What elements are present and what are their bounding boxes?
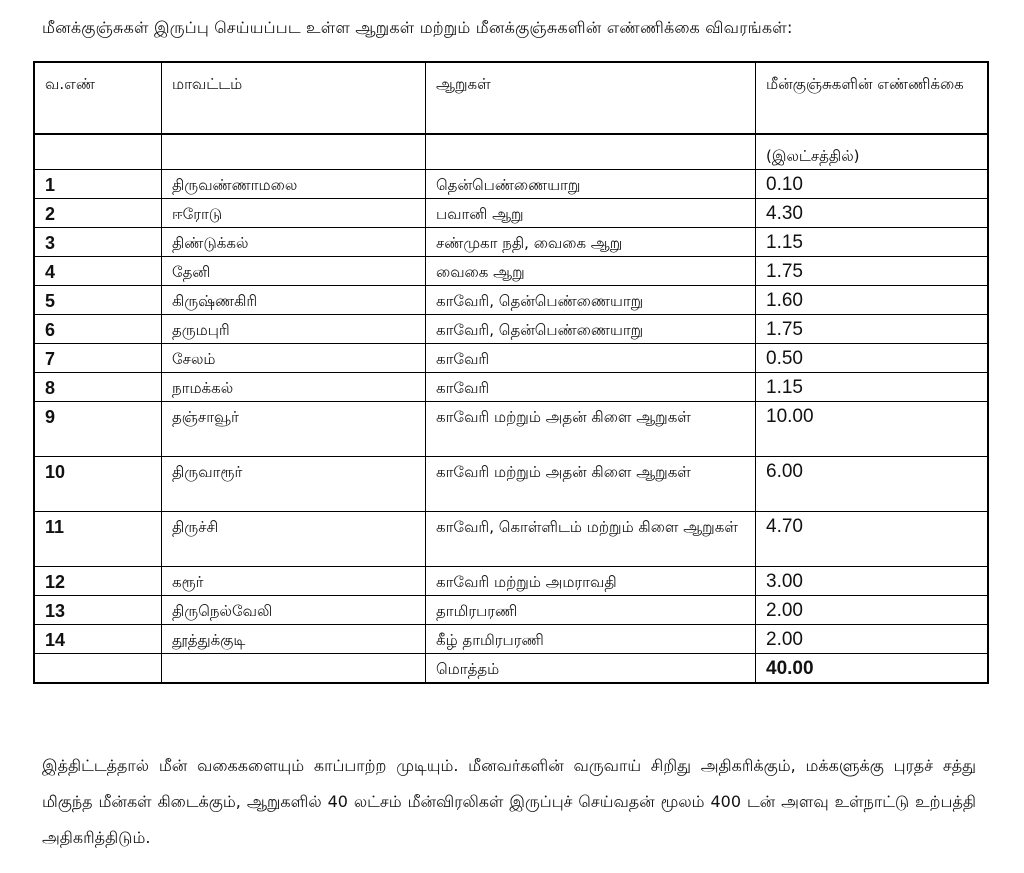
row-sno: 3	[34, 228, 162, 257]
header-sno: வ.எண்	[34, 62, 162, 134]
closing-paragraph: இத்திட்டத்தால் மீன் வகைகளையும் காப்பாற்ற முடியும். மீனவர்களின் வருவாய் சிறிது அதிகரிக்கும், மக்களுக்கு புரதச் சத்து மிகுந்த மீன்கள் கிடைக்கும், ஆறுகளில் 40 லட்சம் மீன்விரலிகள் இருப்புச் செய்வதன் மூலம் 400 டன் அளவு உள்நாட்டு உற்பத்தி அதிகரித்திடும்.	[42, 756, 976, 847]
row-district: தருமபுரி	[162, 315, 426, 344]
row-count: 0.50	[756, 344, 989, 373]
row-district: கிருஷ்ணகிரி	[162, 286, 426, 315]
row-sno: 8	[34, 373, 162, 402]
row-district: திருச்சி	[162, 512, 426, 567]
table-row	[34, 286, 988, 315]
row-district: திருவண்ணாமலை	[162, 170, 426, 199]
row-district: திருநெல்வேலி	[162, 596, 426, 625]
row-rivers: காவேரி	[426, 344, 756, 373]
table-row	[34, 625, 988, 654]
row-rivers: காவேரி, கொள்ளிடம் மற்றும் கிளை ஆறுகள்	[426, 512, 756, 567]
row-count: 3.00	[756, 567, 989, 596]
row-sno: 7	[34, 344, 162, 373]
row-rivers: காவேரி, தென்பெண்ணையாறு	[426, 286, 756, 315]
row-sno: 2	[34, 199, 162, 228]
row-district: திருவாரூர்	[162, 457, 426, 512]
header-district: மாவட்டம்	[162, 62, 426, 134]
row-sno: 4	[34, 257, 162, 286]
fish-stocking-table	[33, 133, 989, 684]
row-rivers: காவேரி மற்றும் அதன் கிளை ஆறுகள்	[426, 402, 756, 457]
row-district: தஞ்சாவூர்	[162, 402, 426, 457]
table-row	[34, 567, 988, 596]
total-value: 40.00	[756, 654, 989, 684]
row-sno: 11	[34, 512, 162, 567]
row-count: 1.75	[756, 315, 989, 344]
table-row	[34, 170, 988, 199]
row-rivers: கீழ் தாமிரபரணி	[426, 625, 756, 654]
row-sno: 5	[34, 286, 162, 315]
table-row	[34, 457, 988, 512]
row-rivers: சண்முகா நதி, வைகை ஆறு	[426, 228, 756, 257]
row-rivers: பவானி ஆறு	[426, 199, 756, 228]
row-sno: 9	[34, 402, 162, 457]
unit-label: (இலட்சத்தில்)	[756, 134, 989, 170]
table-row	[34, 373, 988, 402]
row-count: 1.60	[756, 286, 989, 315]
row-rivers: தென்பெண்ணையாறு	[426, 170, 756, 199]
total-row	[34, 654, 988, 684]
intro-heading: மீனக்குஞ்சுகள் இருப்பு செய்யப்பட உள்ள ஆறுகள் மற்றும் மீனக்குஞ்சுகளின் எண்ணிக்கை விவரங்கள்:	[42, 18, 793, 37]
row-count: 6.00	[756, 457, 989, 512]
row-rivers: காவேரி மற்றும் அதன் கிளை ஆறுகள்	[426, 457, 756, 512]
row-count: 1.75	[756, 257, 989, 286]
row-count: 4.30	[756, 199, 989, 228]
row-count: 0.10	[756, 170, 989, 199]
header-rivers: ஆறுகள்	[426, 62, 756, 134]
table-header	[33, 61, 989, 135]
row-sno: 12	[34, 567, 162, 596]
total-label: மொத்தம்	[426, 654, 756, 684]
row-rivers: காவேரி, தென்பெண்ணையாறு	[426, 315, 756, 344]
row-district: தேனி	[162, 257, 426, 286]
row-count: 10.00	[756, 402, 989, 457]
row-sno: 14	[34, 625, 162, 654]
header-count: மீன்குஞ்சுகளின் எண்ணிக்கை	[756, 62, 989, 134]
row-rivers: தாமிரபரணி	[426, 596, 756, 625]
row-sno: 13	[34, 596, 162, 625]
table-row	[34, 228, 988, 257]
table-row	[34, 596, 988, 625]
row-rivers: காவேரி மற்றும் அமராவதி	[426, 567, 756, 596]
table-row	[34, 402, 988, 457]
row-sno: 6	[34, 315, 162, 344]
row-count: 1.15	[756, 373, 989, 402]
row-district: சேலம்	[162, 344, 426, 373]
row-count: 2.00	[756, 625, 989, 654]
table-row	[34, 199, 988, 228]
row-district: நாமக்கல்	[162, 373, 426, 402]
row-sno: 10	[34, 457, 162, 512]
row-district: ஈரோடு	[162, 199, 426, 228]
row-count: 1.15	[756, 228, 989, 257]
row-district: திண்டுக்கல்	[162, 228, 426, 257]
unit-row	[34, 134, 988, 170]
table-row	[34, 257, 988, 286]
row-count: 4.70	[756, 512, 989, 567]
row-sno: 1	[34, 170, 162, 199]
table-row	[34, 512, 988, 567]
row-rivers: வைகை ஆறு	[426, 257, 756, 286]
row-district: கரூர்	[162, 567, 426, 596]
row-count: 2.00	[756, 596, 989, 625]
row-district: தூத்துக்குடி	[162, 625, 426, 654]
table-row	[34, 344, 988, 373]
table-row	[34, 315, 988, 344]
row-rivers: காவேரி	[426, 373, 756, 402]
